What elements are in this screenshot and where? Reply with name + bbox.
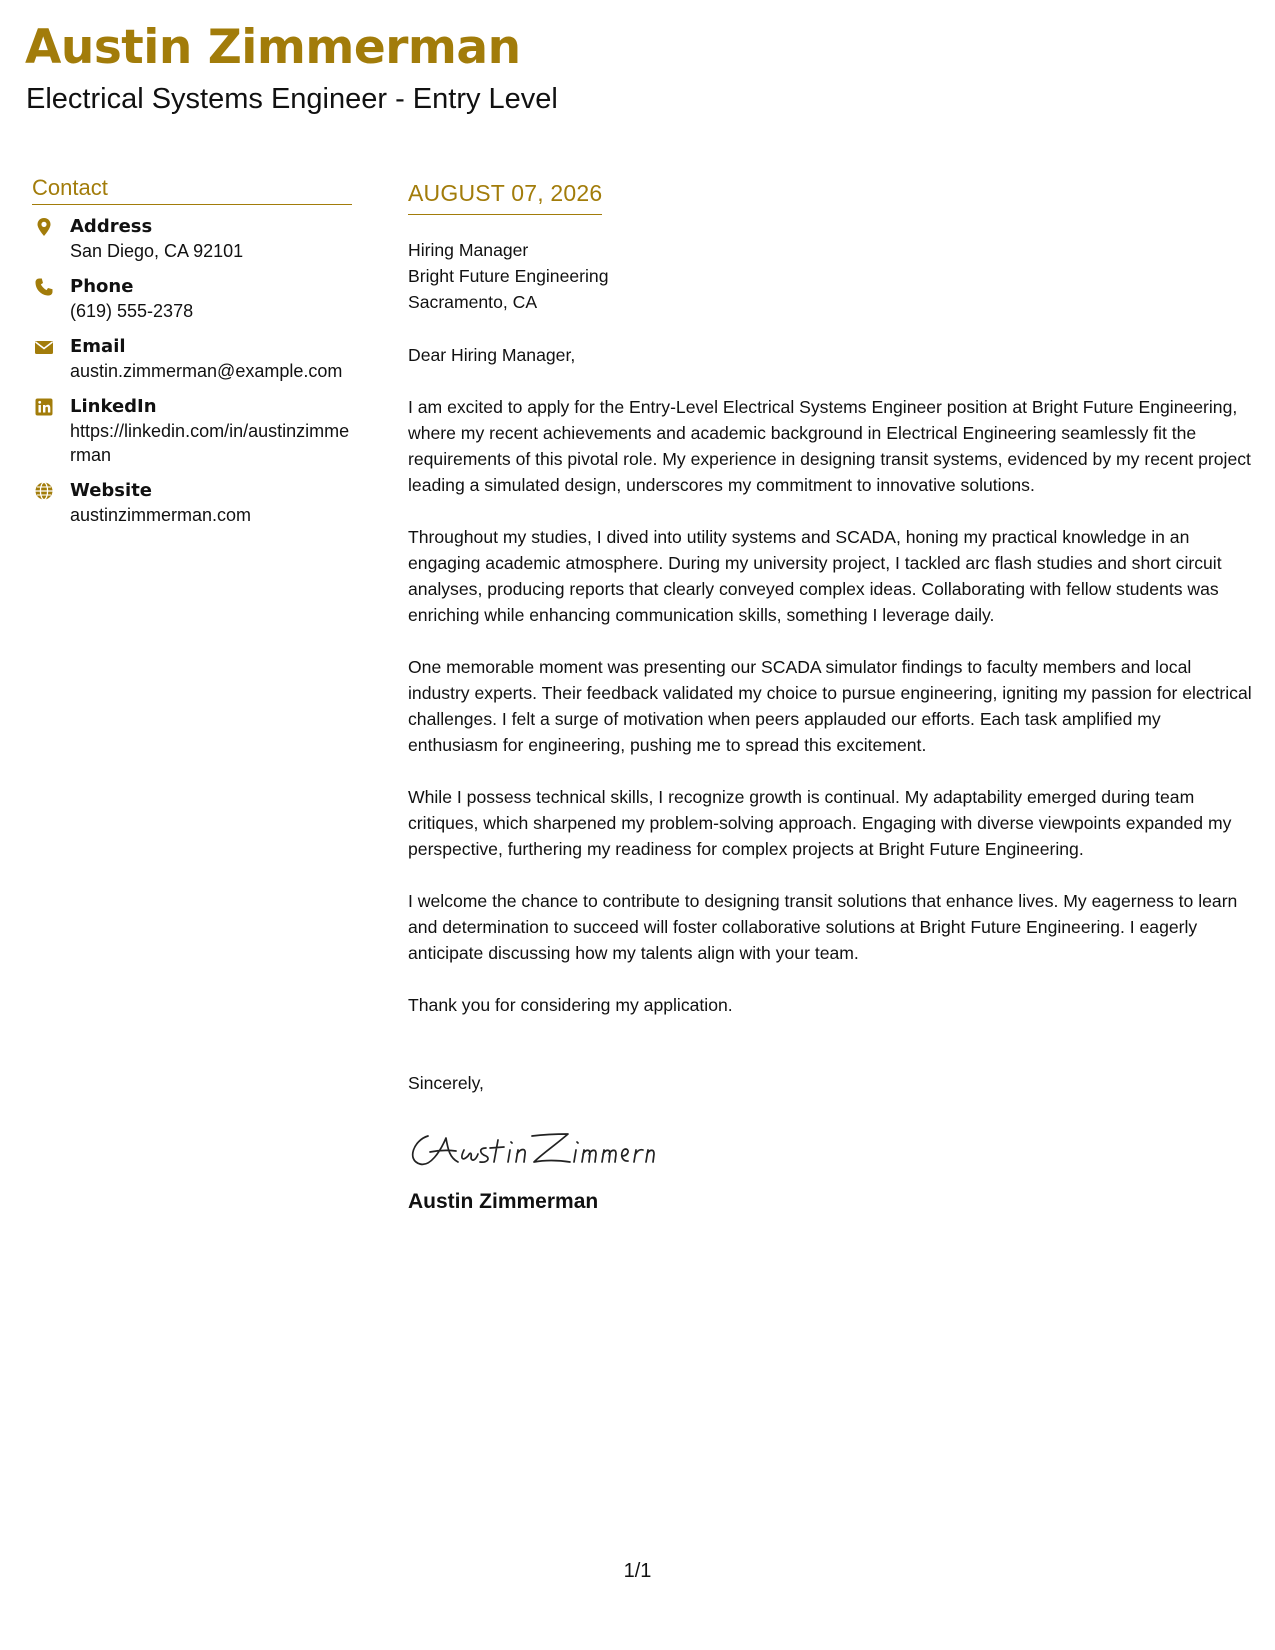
contact-phone <box>32 275 352 323</box>
closing: Sincerely, <box>408 1073 484 1093</box>
recipient-line: Bright Future Engineering <box>408 266 609 286</box>
letter-paragraph: One memorable moment was presenting our SCADA simulator findings to faculty members and local industry experts. Their feedback validated my choice to pursue engineering, igniting my passion for electrical challenges. I felt a surge of motivation when peers applauded our efforts. Each task amplified my enthusiasm for engineering, pushing me to spread this excitement. <box>408 657 1252 755</box>
contact-address <box>32 215 352 263</box>
envelope-icon <box>34 337 54 357</box>
map-pin-icon <box>34 217 54 237</box>
letter-paragraph: Throughout my studies, I dived into utility systems and SCADA, honing my practical knowledge in an engaging academic atmosphere. During my university project, I tackled arc flash studies and short circuit analyses, producing reports that clearly conveyed complex ideas. Collaborating with fellow students was enriching while enhancing communication skills, something I leverage daily. <box>408 527 1222 625</box>
contact-linkedin <box>32 395 352 467</box>
contact-label: Website <box>70 480 153 501</box>
contact-website <box>32 479 352 527</box>
recipient-line: Sacramento, CA <box>408 292 538 312</box>
contact-label: Email <box>70 336 126 357</box>
recipient-line: Hiring Manager <box>408 240 529 260</box>
phone-icon <box>34 277 54 297</box>
letter-paragraph: I am excited to apply for the Entry-Level Electrical Systems Engineer position at Bright Future Engineering, where my recent achievements and academic background in Electrical Engineering seamlessly fit the requirements of this pivotal role. My experience in designing transit systems, evidenced by my recent project leading a simulated design, underscores my commitment to innovative solutions. <box>408 397 1251 495</box>
signature-image <box>408 1122 1253 1172</box>
letter-paragraph: While I possess technical skills, I recognize growth is continual. My adaptability emerged during team critiques, which sharpened my problem-solving approach. Engaging with diverse viewpoints expanded my perspective, furthering my readiness for complex projects at Bright Future Engineering. <box>408 787 1232 859</box>
handwritten-signature <box>408 1122 658 1172</box>
letter-paragraph: Thank you for considering my application. <box>408 995 733 1015</box>
letter-body <box>408 180 1253 1214</box>
contact-value: (619) 555-2378 <box>70 301 194 321</box>
contact-value: austin.zimmerman@example.com <box>70 361 343 381</box>
applicant-name: Austin Zimmerman <box>25 20 521 75</box>
contact-value: San Diego, CA 92101 <box>70 241 244 261</box>
contact-email <box>32 335 352 383</box>
linkedin-icon <box>34 397 54 417</box>
contact-value: https://linkedin.com/in/austinzimmerman <box>70 421 350 465</box>
globe-icon <box>34 481 54 501</box>
contact-label: LinkedIn <box>70 396 157 417</box>
contact-label: Address <box>70 216 153 237</box>
contact-heading: Contact <box>32 175 352 205</box>
contact-section <box>32 175 352 539</box>
job-title: Electrical Systems Engineer - Entry Level <box>26 83 558 115</box>
letter-paragraph: I welcome the chance to contribute to designing transit solutions that enhance lives. My eagerness to learn and determination to succeed will foster collaborative solutions at Bright Future Engineering. I eagerly anticipate discussing how my talents align with your team. <box>408 891 1238 963</box>
signed-name: Austin Zimmerman <box>408 1190 599 1213</box>
page-number: 1/1 <box>623 1560 652 1582</box>
letter-date: AUGUST 07, 2026 <box>408 180 602 215</box>
recipient-block <box>408 237 1253 315</box>
salutation: Dear Hiring Manager, <box>408 345 576 365</box>
contact-label: Phone <box>70 276 134 297</box>
contact-value: austinzimmerman.com <box>70 505 252 525</box>
